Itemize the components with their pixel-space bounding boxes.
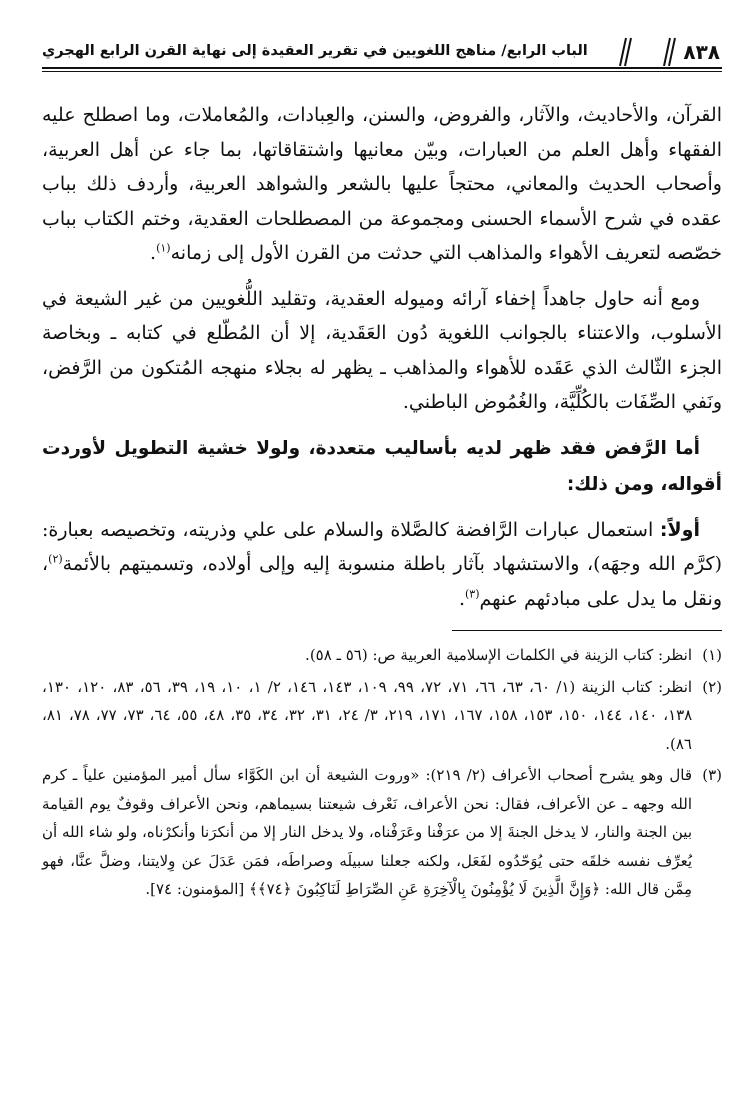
footnote-ref: (٣) [465,587,480,601]
main-text [42,98,722,904]
footnote-ref: (٢) [48,552,63,566]
header-rule [42,71,722,72]
running-header [42,34,722,72]
header-ornament-icon [658,36,680,66]
footnote-ref: (١) [156,241,171,255]
footnote: (٢) انظر: كتاب الزينة (١/ ٦٠، ٦٣، ٦٦، ٧١، ٧٢، ٩٩، ١٠٩، ١٤٣، ١٤٦، ٢/ ١، ١٠، ١٩، ٣٩، ٥٦، ٨٣، ١٢٠، ١٣٠، ١٣٨، ١٤٠، ١٤٤، ١٥٠، ١٥٣، ١٥٨، ١٦٧، ١٧١، ٢١٩، ٣/ ٢٤، ٣١، ٣٢، ٣٤، ٣٥، ٤٨، ٥٥، ٦٤، ٧٣، ٧٧، ٧٨، ٨١، ٨٦). [42,677,722,753]
header-rule [42,67,722,69]
footnote: (٣) قال وهو يشرح أصحاب الأعراف (٢/ ٢١٩): «وروت الشيعة أن ابن الكَوَّاء سأل أمير المؤمنين علياً ـ كرم الله وجهه ـ عن الأعراف، فقال: نحن الأعراف، نَعْرف شيعتنا بسيماهم، ونحن الأعراف وقوفٌ يوم القيامة بين الجنة والنار، لا يدخل الجنةَ إلا من عرَفْنا وعَرَفْناه، ولا يدخل النار إلا من أنكرَنا وأنكرْناه، ولو شاء الله أن يُعرِّف نفسه خلقَه حتى يُوَحّدُوه لفَعَل، ولكنه جعلنا سبيلَه وصراطَه، فمَن عَدَلَ عن وِلايتنا، وضلَّ عنَّا، فهو مِمَّن قال الله: ﴿وَإِنَّ الَّذِينَ لَا يُؤْمِنُونَ بِالْآخِرَةِ عَنِ الصِّرَاطِ لَنَاكِبُونَ ﴿٧٤﴾﴾ [المؤمنون: ٧٤]. [42,766,722,898]
footnote-separator [452,630,722,631]
point-label: أولاً: [659,518,700,541]
paragraph: ومع أنه حاول جاهداً إخفاء آرائه وميوله العقدية، وتقليد اللُّغويين من غير الشيعة في الأسلوب، والاعتناء بالجوانب اللغوية دُون العَقَدية، إلا أن المُطّلع في كتابه ـ وبخاصة الجزء الثّالث الذي عَقَده للأهواء والمذاهب ـ يظهر له بجلاء منهجه المُتكون من الرَّفض، ونَفي الصِّفَات بالكُلِّيَّة، والغُمُوض الباطني. [42,287,722,413]
footnote: (١) انظر: كتاب الزينة في الكلمات الإسلامية العربية ص: (٥٦ ـ ٥٨). [305,646,722,664]
header-ornament-icon [614,36,636,66]
paragraph: القرآن، والأحاديث، والآثار، والفروض، والسنن، والعِبادات، والمُعاملات، وما اصطلح عليه الفقهاء وأهل العلم من العبارات، وبيّن معانيها واشتقاقاتها، بما جاء عن أهل العربية، وأصحاب الحديث والمعاني، محتجاً عليها بالشعر والشواهد العربية، وأردف ذلك بباب عقده في شرح الأسماء الحسنى ومجموعة من المصطلحات العقدية، وختم الكتاب بباب خصّصه لتعريف الأهواء والمذاهب التي حدثت من القرن الأول إلى زمانه$^{(١)}$. [42,104,722,264]
bold-paragraph: أما الرَّفض فقد ظهر لديه بأساليب متعددة، ولولا خشية التطويل لأوردت أقواله، ومن ذلك: [42,437,722,495]
paragraph-first-point: أولاً: استعمال عبارات الرَّافضة كالصَّلاة والسلام على علي وذريته، وتخصيصه بعبارة: (كرَّم الله وجهَه)، والاستشهاد بآثار باطلة منسوبة إليه وإلى أولاده، وتسميتهم بالأئمة$^{(٢)}$، ونقل ما يدل على مبادئهم عنهم$^{(٣)}$. [42,518,722,610]
page-number: ٨٣٨ [683,40,720,64]
book-page [42,34,722,1089]
chapter-title: الباب الرابع/ مناهج اللغويين في تقرير العقيدة إلى نهاية القرن الرابع الهجري [42,43,588,59]
footnotes [42,641,722,904]
